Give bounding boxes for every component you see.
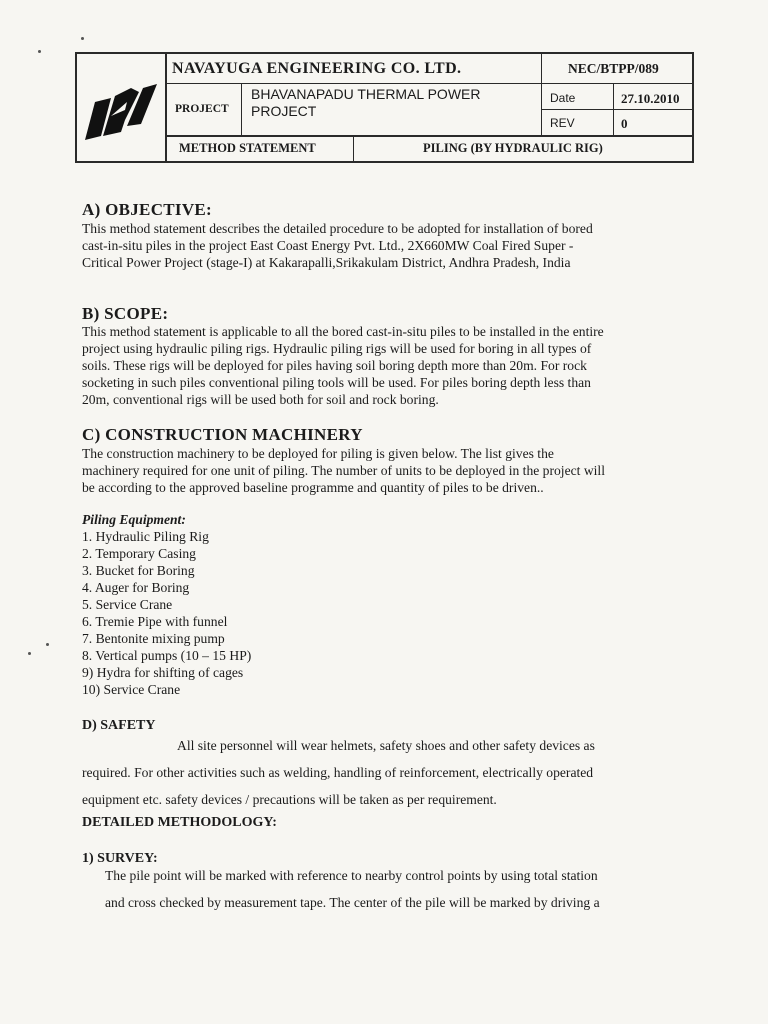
scan-speck xyxy=(28,652,31,655)
safety-text xyxy=(82,732,682,813)
company-logo xyxy=(81,80,161,144)
scope-text xyxy=(82,323,682,408)
objective-line: Critical Power Project (stage-I) at Kakarapalli,Srikakulam District, Andhra Pradesh, India xyxy=(82,255,571,270)
scope-line: project using hydraulic piling rigs. Hydraulic piling rigs will be used for boring in all types of xyxy=(82,341,592,356)
piling-label: PILING (BY HYDRAULIC RIG) xyxy=(423,141,603,155)
objective-heading: A) OBJECTIVE: xyxy=(82,200,212,219)
machinery-text xyxy=(82,445,682,496)
equipment-item: 4. Auger for Boring xyxy=(82,580,190,595)
objective-line: This method statement describes the detailed procedure to be adopted for installation of bored xyxy=(82,221,593,236)
equipment-item: 8. Vertical pumps (10 – 15 HP) xyxy=(82,648,252,663)
machinery-heading: C) CONSTRUCTION MACHINERY xyxy=(82,425,363,444)
equipment-item: 5. Service Crane xyxy=(82,597,173,612)
equipment-item: 2. Temporary Casing xyxy=(82,546,196,561)
equipment-item: 6. Tremie Pipe with funnel xyxy=(82,614,228,629)
objective-line: cast-in-situ piles in the project East Coast Energy Pvt. Ltd., 2X660MW Coal Fired Super - xyxy=(82,238,574,253)
scope-line: 20m, conventional rigs will be used both for soil and rock boring. xyxy=(82,392,439,407)
document-header-table xyxy=(75,52,694,163)
method-statement-label: METHOD STATEMENT xyxy=(179,141,316,155)
document-number: NEC/BTPP/089 xyxy=(568,61,659,76)
equipment-item: 1. Hydraulic Piling Rig xyxy=(82,529,209,544)
machinery-line: be according to the approved baseline programme and quantity of piles to be driven.. xyxy=(82,480,544,495)
rev-value: 0 xyxy=(621,116,628,131)
equipment-item: 7. Bentonite mixing pump xyxy=(82,631,225,646)
scope-line: soils. These rigs will be deployed for piles having soil boring depth more than 20m. For rock xyxy=(82,358,587,373)
scope-line: This method statement is applicable to all the bored cast-in-situ piles to be installed in the entire xyxy=(82,324,604,339)
safety-line: required. For other activities such as welding, handling of reinforcement, electrically operated xyxy=(82,765,594,780)
survey-heading: 1) SURVEY: xyxy=(82,851,158,866)
scope-line: socketing in such piles conventional piling tools will be used. For piles boring depth less than xyxy=(82,375,591,390)
objective-text xyxy=(82,220,682,271)
scan-speck xyxy=(46,643,49,646)
survey-text xyxy=(105,862,685,916)
equipment-item: 3. Bucket for Boring xyxy=(82,563,195,578)
equipment-item: 9) Hydra for shifting of cages xyxy=(82,665,244,680)
machinery-line: The construction machinery to be deployed for piling is given below. The list gives the xyxy=(82,446,554,461)
scan-speck xyxy=(81,37,84,40)
project-name-line2: PROJECT xyxy=(251,103,317,119)
date-label: Date xyxy=(550,91,576,105)
safety-heading: D) SAFETY xyxy=(82,718,156,733)
piling-equipment-list xyxy=(82,511,682,698)
rev-label: REV xyxy=(550,116,575,130)
date-value: 27.10.2010 xyxy=(621,91,680,106)
equipment-item: 10) Service Crane xyxy=(82,682,181,697)
safety-line: equipment etc. safety devices / precautions will be taken as per requirement. xyxy=(82,792,497,807)
scan-speck xyxy=(38,50,41,53)
project-name-line1: BHAVANAPADU THERMAL POWER xyxy=(251,86,481,102)
company-name: NAVAYUGA ENGINEERING CO. LTD. xyxy=(172,60,462,77)
survey-line: The pile point will be marked with reference to nearby control points by using total station xyxy=(105,868,598,883)
survey-line: and cross checked by measurement tape. The center of the pile will be marked by driving a xyxy=(105,895,600,910)
safety-line: All site personnel will wear helmets, safety shoes and other safety devices as xyxy=(177,738,595,753)
methodology-heading: DETAILED METHODOLOGY: xyxy=(82,815,277,830)
piling-equipment-title: Piling Equipment: xyxy=(82,512,186,527)
machinery-line: machinery required for one unit of piling. The number of units to be deployed in the project will xyxy=(82,463,605,478)
project-label: PROJECT xyxy=(175,103,229,115)
scope-heading: B) SCOPE: xyxy=(82,304,169,323)
